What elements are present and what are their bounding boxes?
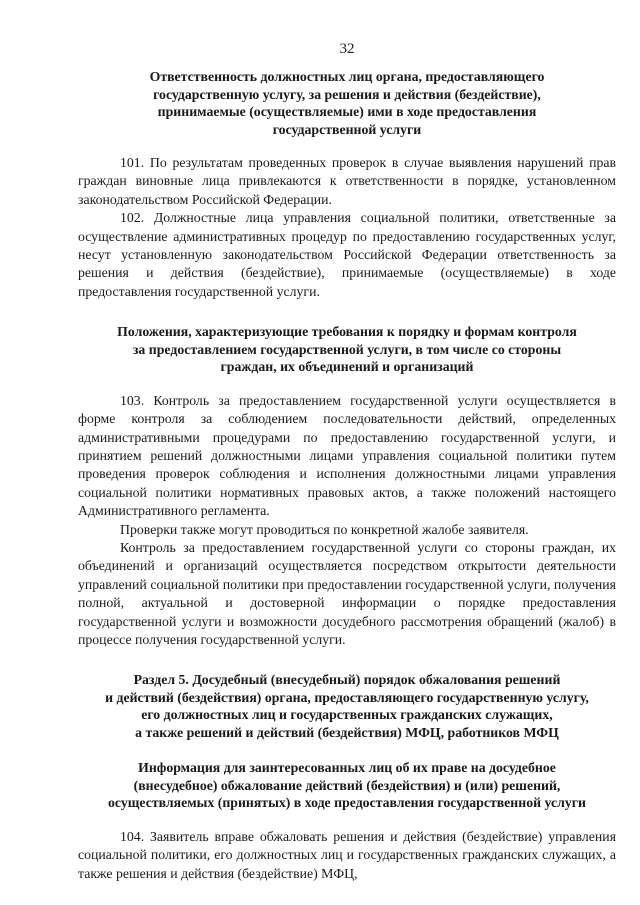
heading-line: а также решений и действий (бездействия) МФЦ, работников МФЦ xyxy=(135,724,559,740)
heading-line: Раздел 5. Досудебный (внесудебный) порядок обжалования решений xyxy=(133,672,561,688)
heading-line: граждан, их объединений и организаций xyxy=(220,359,474,375)
heading-line: Информация для заинтересованных лиц об их праве на досудебное xyxy=(138,760,556,776)
page-number: 32 xyxy=(339,41,355,57)
paragraph-101: 101. По результатам проведенных проверок в случае выявления нарушений прав граждан виновные лица привлекаются к ответственности в порядке, установленном законодательством Российской Федерации. xyxy=(78,155,616,207)
paragraph-checks: Проверки также могут проводиться по конкретной жалобе заявителя. xyxy=(120,521,529,537)
paragraph-102: 102. Должностные лица управления социальной политики, ответственные за осуществление административных процедур по предоставлению государственных услуг, несут установленную законодательством Российской Федерации ответственность за решения и действия (бездействие), принимаемые (осуществляемые) в ходе предоставления государственной услуги. xyxy=(78,210,616,299)
heading-line: за предоставлением государственной услуги, в том числе со стороны xyxy=(132,341,562,357)
paragraph-104: 104. Заявитель вправе обжаловать решения и действия (бездействие) управления социальной политики, его должностных лиц и государственных гражданских служащих, а также решения и действия (бездействие) МФЦ, xyxy=(78,828,616,881)
section-5-subheading xyxy=(78,759,616,812)
section-heading-responsibility xyxy=(78,68,616,138)
heading-line: осуществляемых (принятых) в ходе предоставления государственной услуги xyxy=(108,795,586,811)
heading-line: Ответственность должностных лиц органа, предоставляющего xyxy=(149,69,545,84)
heading-line: и действий (бездействия) органа, предоставляющего государственную услугу, xyxy=(105,689,589,705)
heading-line: (внесудебное) обжалование действий (бездействия) и (или) решений, xyxy=(133,777,561,793)
heading-line: его должностных лиц и государственных гражданских служащих, xyxy=(141,707,553,723)
heading-line: Положения, характеризующие требования к порядку и формам контроля xyxy=(117,324,577,340)
heading-line: государственной услуги xyxy=(272,121,422,137)
section-heading-control xyxy=(78,323,616,376)
paragraph-public-control: Контроль за предоставлением государственной услуги со стороны граждан, их объединений и организаций осуществляется посредством открытости деятельности управлений социальной политики при предоставлении государственной услуги, получения полной, актуальной и достоверной информации о порядке предоставления государственной услуги и возможности досудебного рассмотрения обращений (жалоб) в процессе получения государственной услуги. xyxy=(78,540,616,648)
section-5-heading xyxy=(78,671,616,741)
heading-line: государственную услугу, за решения и действия (бездействие), xyxy=(153,86,541,102)
paragraph-103: 103. Контроль за предоставлением государственной услуги осуществляется в форме контроля за соблюдением последовательности действий, определенных административными процедурами по предоставлению государственной услуги, и принятием решений должностными лицами управления социальной политики путем проведения проверок соблюдения и исполнения должностными лицами управления социальной политики нормативных правовых актов, а также положений настоящего Административного регламента. xyxy=(78,392,616,519)
heading-line: принимаемые (осуществляемые) ими в ходе предоставления xyxy=(157,104,537,119)
